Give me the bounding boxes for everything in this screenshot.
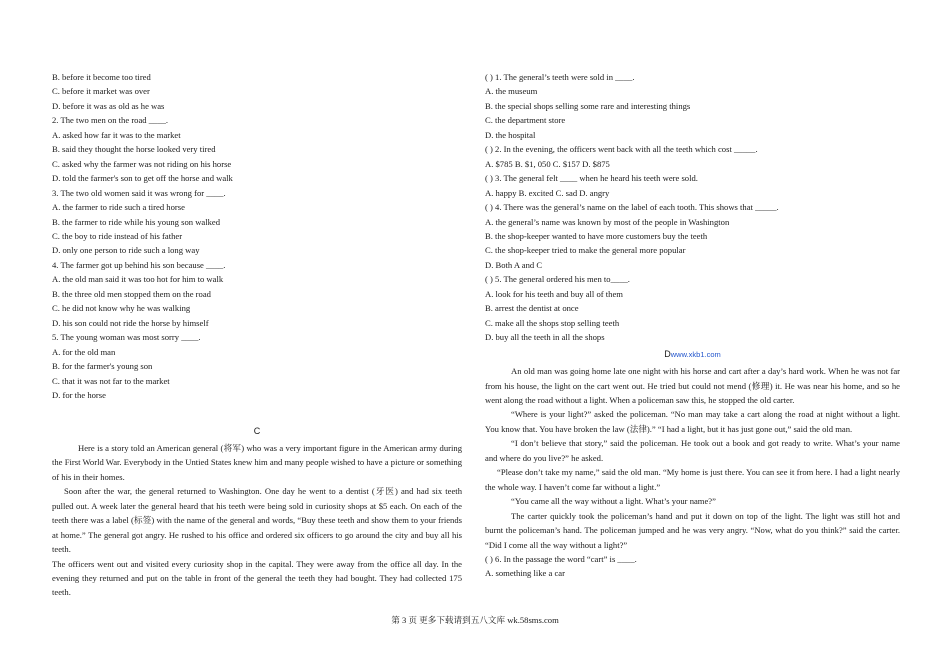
passage-paragraph: “I don’t believe that story,” said the policeman. He took out a book and got ready to write. What’s your name and where do you live?” he asked. — [485, 438, 900, 463]
passage-paragraph: The carter quickly took the policeman’s hand and put it down on top of the light. The light was still hot and burnt the policeman’s hand. The policeman jumped and he was very angry. “Now, what do you think?” said the carter. “Did I come all the way without a light?” — [485, 510, 900, 550]
option-line: A. the old man said it was too hot for him to walk — [52, 274, 224, 285]
question-line: 3. The two old women said it was wrong for ____. — [52, 187, 226, 198]
section-c-title: C — [253, 426, 261, 437]
option-line: B. arrest the dentist at once — [485, 303, 579, 314]
questions-block — [485, 70, 900, 345]
question-line: ( ) 5. The general ordered his men to____. — [485, 274, 630, 285]
question-line: 5. The young woman was most sorry ____. — [52, 332, 201, 343]
passage-paragraph: The officers went out and visited every curiosity shop in the capital. They were away from the office all day. In the evening they returned and put on the table in front of the general the teeth they had bought. They had collected 175 teeth. — [52, 558, 462, 598]
option-line: B. the shop-keeper wanted to have more customers buy the teeth — [485, 230, 708, 241]
passage-paragraph: “Where is your light?” asked the policeman. “No man may take a cart along the road at night without a light. You know that. You have broken the law (法律).” “I had a light, but it has just gone out,” said the old man. — [485, 409, 900, 434]
option-line: C. asked why the farmer was not riding on his horse — [52, 158, 232, 169]
passage-paragraph: Here is a story told an American general (将军) who was a very important figure in the American army during the First World War. Everybody in the Untied States knew him and many people wished to have a picture or something of his in their homes. — [52, 442, 462, 482]
question-line: ( ) 4. There was the general’s name on the label of each tooth. This shows that _____. — [485, 202, 779, 213]
option-line: B. the three old men stopped them on the road — [52, 288, 211, 299]
option-line: B. the farmer to ride while his young son walked — [52, 216, 221, 227]
option-line: D. only one person to ride such a long way — [52, 245, 200, 256]
option-line: A. something like a car — [485, 568, 565, 579]
option-line: A. happy B. excited C. sad D. angry — [485, 187, 610, 198]
passage-paragraph: “You came all the way without a light. What’s your name?” — [511, 496, 716, 507]
question-line: ( ) 1. The general’s teeth were sold in ____. — [485, 72, 635, 82]
question-line: ( ) 2. In the evening, the officers went back with all the teeth which cost _____. — [485, 144, 758, 155]
passage-paragraph: An old man was going home late one night with his horse and cart after a day’s hard work. When he was not far from his house, the light on the cart went out. He tried but could not mend (修理) it. He was near his home, and so he went along the road without a light. When a policeman saw this, he stopped the old carter. — [485, 366, 900, 405]
question-line: 2. The two men on the road ____. — [52, 115, 169, 126]
option-line: B. said they thought the horse looked very tired — [52, 144, 216, 155]
option-line: C. make all the shops stop selling teeth — [485, 317, 620, 328]
page-footer: 第 3 页 更多下载请到五八文库 wk.58sms.com — [391, 615, 559, 625]
question-line: ( ) 3. The general felt ____ when he heard his teeth were sold. — [485, 173, 698, 184]
option-line: D. his son could not ride the horse by himself — [52, 317, 209, 328]
option-line: D. before it was as old as he was — [52, 100, 165, 111]
option-line: B. for the farmer's young son — [52, 361, 153, 372]
section-c-passage — [52, 441, 462, 600]
option-line: A. for the old man — [52, 346, 116, 357]
option-line: C. that it was not far to the market — [52, 375, 170, 386]
passage-paragraph: Soon after the war, the general returned to Washington. One day he went to a dentist (牙医) and had six teeth pulled out. A week later the general heard that his teeth were being sold in curiosity shops at $5 each. On each of the teeth there was a label (标签) with the name of the general and words, “Buy these teeth and show them to your friends at home.” The general got angry. He rushed to his office and ordered six officers to go around the city and buy all his teeth. — [52, 486, 462, 555]
option-line: B. the special shops selling some rare and interesting things — [485, 100, 691, 111]
option-line: C. the shop-keeper tried to make the general more popular — [485, 245, 686, 256]
option-line: D. for the horse — [52, 389, 106, 400]
section-d-title: D — [664, 348, 671, 359]
option-line: D. buy all the teeth in all the shops — [485, 332, 605, 343]
passage-paragraph: “Please don’t take my name,” said the old man. “My home is just there. You can see it from here. I had a light nearly the whole way. I haven’t come far without a light.” — [485, 467, 900, 492]
option-line: C. before it market was over — [52, 86, 150, 97]
section-d-passage — [485, 364, 900, 552]
option-line: D. the hospital — [485, 129, 536, 140]
option-line: D. told the farmer's son to get off the horse and walk — [52, 173, 233, 184]
option-line: C. the department store — [485, 115, 566, 126]
option-line: C. he did not know why he was walking — [52, 303, 191, 314]
option-line: D. Both A and C — [485, 259, 543, 270]
question-line: ( ) 6. In the passage the word “cart” is ____. — [485, 553, 637, 564]
option-line: A. look for his teeth and buy all of them — [485, 288, 623, 299]
right-column — [485, 70, 900, 581]
section-d-heading — [485, 347, 900, 362]
option-line: B. before it become too tired — [52, 72, 151, 82]
question-line: 4. The farmer got up behind his son because ____. — [52, 259, 226, 270]
option-line: A. $785 B. $1, 050 C. $157 D. $875 — [485, 158, 610, 169]
option-line: A. the general’s name was known by most of the people in Washington — [485, 216, 730, 227]
option-line: A. the farmer to ride such a tired horse — [52, 202, 185, 213]
source-link[interactable]: www.xkb1.com — [670, 349, 721, 359]
options-block — [52, 70, 462, 402]
left-column — [52, 70, 462, 600]
option-line: C. the boy to ride instead of his father — [52, 230, 183, 241]
option-line: A. asked how far it was to the market — [52, 129, 181, 140]
option-line: A. the museum — [485, 86, 538, 97]
tail-questions — [485, 552, 900, 581]
